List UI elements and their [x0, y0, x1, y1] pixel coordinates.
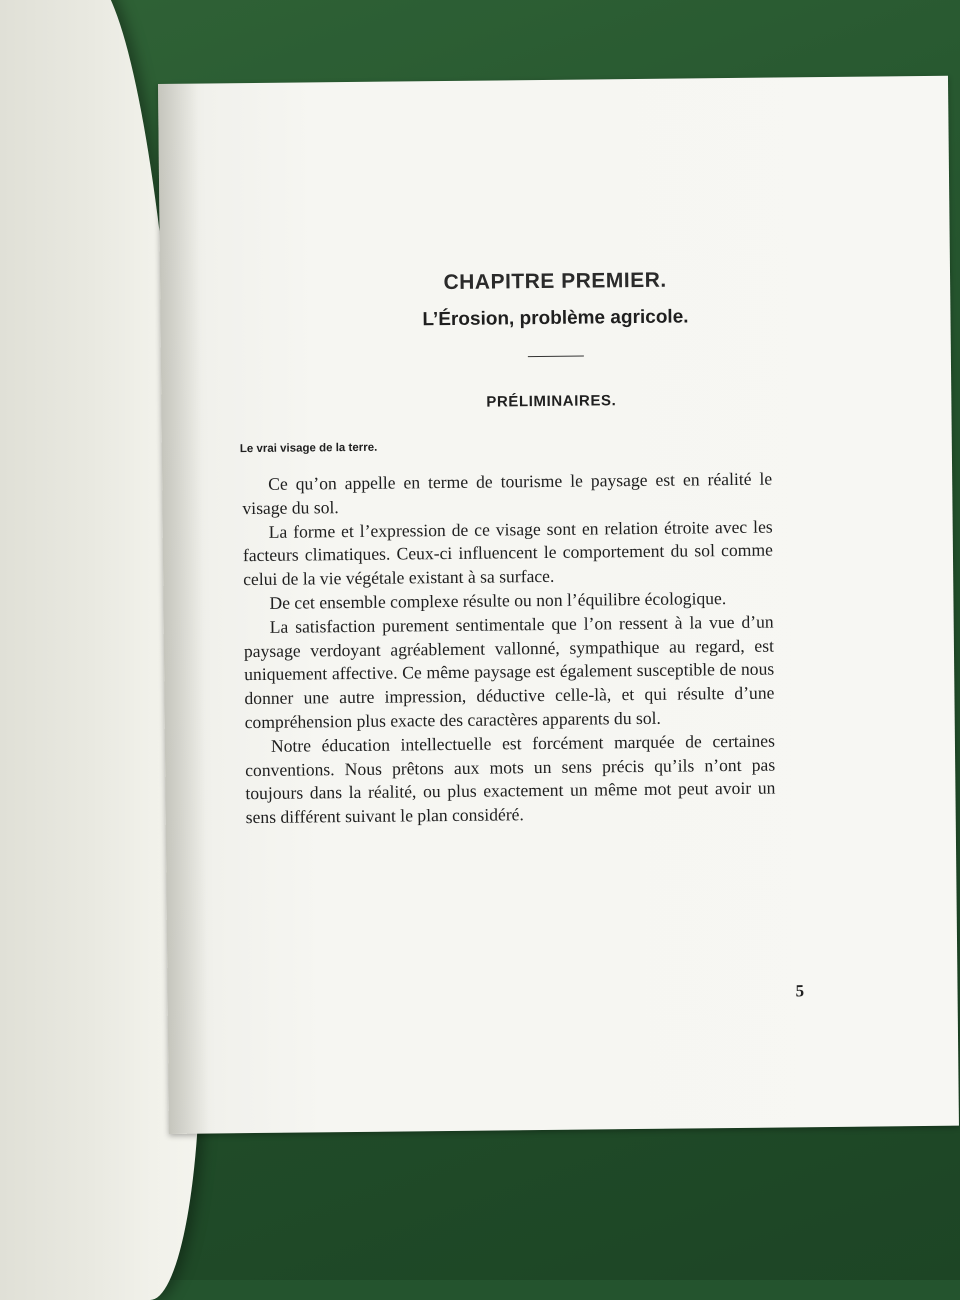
chapter-subtitle: L’Érosion, problème agricole. — [422, 306, 689, 331]
paragraph: Ce qu’on appelle en terme de tourisme le paysage est en réalité le visage du sol. — [242, 468, 773, 518]
subheading: Le vrai visage de la terre. — [239, 441, 378, 456]
paragraph: La satisfaction purement sentimentale que l’on ressent à la vue d’un paysage verdoyant agréablement vallonné, sympathique au regard, est uniquement affective. Ce même paysage est également susceptible de nous donner une autre impression, déductive celle-là, et qui résulte d’une compréhension plus exacte des caractères apparents du sol. — [243, 611, 775, 733]
page-number: 5 — [795, 981, 805, 1001]
paragraph: De cet ensemble complexe résulte ou non l’équilibre écologique. — [269, 588, 727, 613]
paragraph: La forme et l’expression de ce visage sont en relation étroite avec les facteurs climatiques. Ceux-ci influencent le comportement du sol comme celui de la vie végétale existant à sa surface. — [242, 516, 774, 590]
page-content — [239, 267, 806, 829]
book-page — [158, 76, 959, 1134]
chapter-title: CHAPITRE PREMIER. — [443, 268, 667, 295]
body-text — [242, 468, 776, 830]
section-title: PRÉLIMINAIRES. — [486, 392, 617, 411]
paragraph: Notre éducation intellectuelle est forcément marquée de certaines conventions. Nous prêtons aux mots un sens précis qu’ils n’ont pas toujours dans la réalité, ou plus exactement un même mot peut avoir un sens différent suivant le plan considéré. — [245, 730, 776, 828]
title-divider — [528, 356, 584, 358]
